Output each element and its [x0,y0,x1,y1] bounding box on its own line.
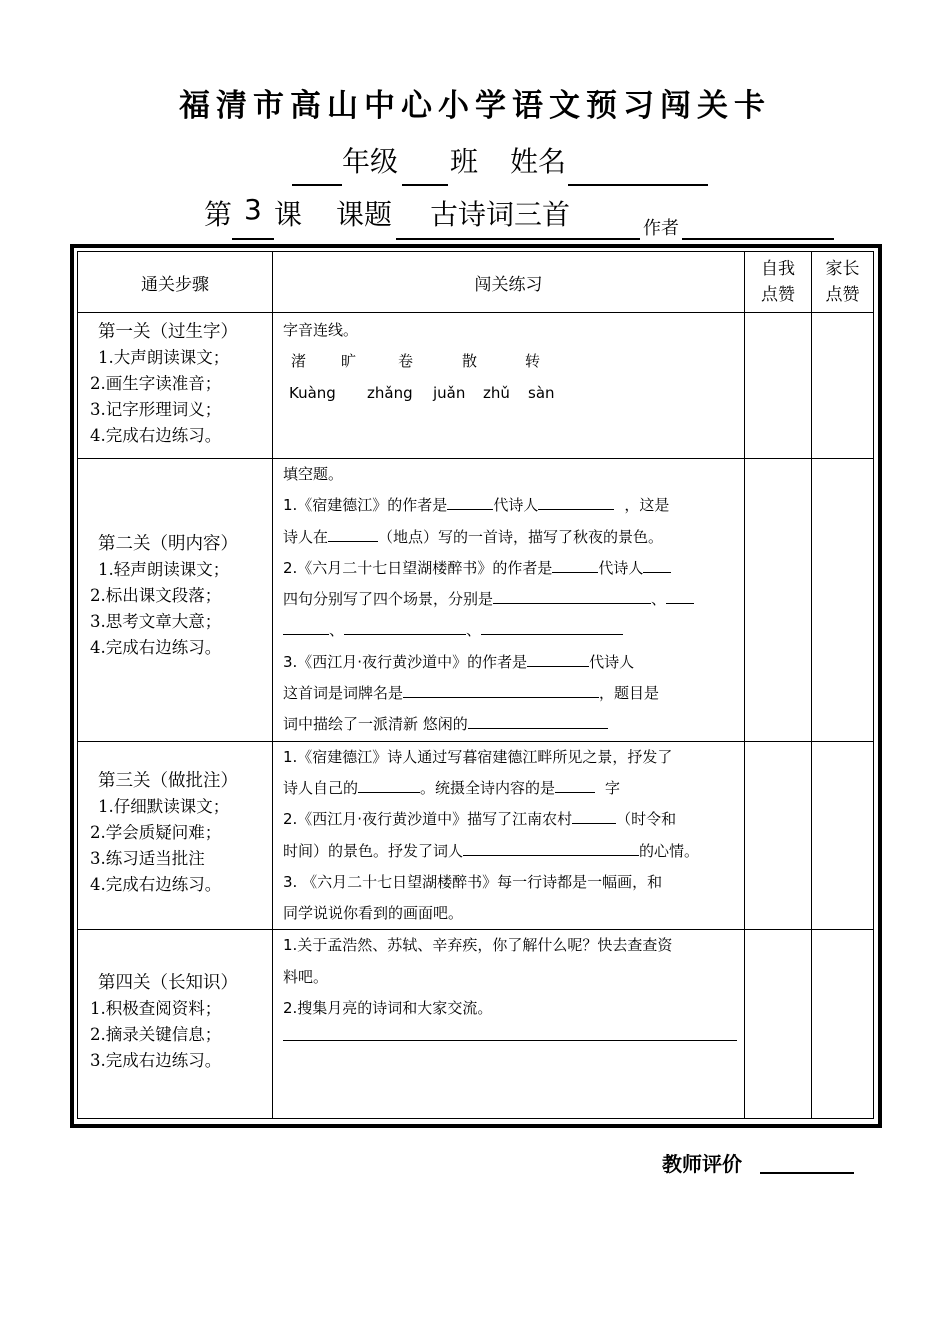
fill-blank[interactable] [555,774,595,793]
char-item[interactable]: 散 [462,352,478,371]
name-blank[interactable] [568,184,708,186]
header-exercise: 闯关练习 [273,252,745,313]
fill-blank[interactable] [328,523,378,542]
parent-like-cell[interactable] [812,459,874,742]
table-row [78,930,874,1119]
stage1-step: 2.画生字读准音； [90,374,222,393]
stage1-step: 4.完成右边练习。 [90,426,222,445]
header-steps: 通关步骤 [78,252,273,313]
stage1-steps [78,313,273,459]
parent-like-cell[interactable] [812,930,874,1119]
table-row [78,313,874,459]
fill-blank[interactable] [493,585,651,604]
stage3-step: 3.练习适当批注 [90,848,205,868]
exercise-line: 时间）的景色。抒发了词人 的心情。 [283,836,736,867]
exercise-line: 1.《宿建德江》的作者是 代诗人 ，这是 [283,490,736,521]
fill-blank[interactable] [403,679,599,698]
exercise-line: 3. 《六月二十七日望湖楼醉书》每一行诗都是一幅画，和 [283,872,663,891]
header-self-line2: 点赞 [761,285,795,305]
exercise-line: 料吧。 [283,967,329,986]
stage2-title: 第二关（明内容） [98,534,238,554]
stage1-step: 1.大声朗读课文； [98,348,230,367]
stage2-exercise [273,459,745,742]
teacher-eval-label: 教师评价 [662,1152,742,1176]
teacher-eval-blank[interactable] [760,1172,854,1174]
exercise-line: 3.《西江月·夜行黄沙道中》的作者是 代诗人 [283,647,736,678]
pinyin-item[interactable]: zhǔ [483,383,510,402]
stage4-steps [78,930,273,1119]
exercise-line: 这首词是词牌名是 ，题目是 [283,678,736,709]
school-blank[interactable] [292,184,342,186]
lesson-number: 3 [244,193,262,226]
parent-like-cell[interactable] [812,741,874,930]
stage4-exercise [273,930,745,1119]
char-item[interactable]: 转 [525,352,541,371]
pinyin-item[interactable]: juǎn [433,383,466,402]
stage2-step: 1.轻声朗读课文； [98,560,230,579]
fill-blank[interactable] [666,585,694,604]
stage3-step: 2.学会质疑问难； [90,822,222,842]
stage1-exercise [273,313,745,459]
table-row [78,741,874,930]
header-self-like [745,252,812,313]
stage1-step: 3.记字形理词义； [90,400,222,419]
fill-blank[interactable] [552,554,598,573]
lesson-prefix: 第 [204,198,233,231]
char-item[interactable]: 卷 [398,352,414,371]
stage3-exercise [273,741,745,930]
lesson-number-underline [232,238,274,240]
pinyin-item[interactable]: sàn [528,383,555,402]
author-blank[interactable] [682,238,834,240]
stage3-steps [78,741,273,930]
fill-blank[interactable] [572,805,616,824]
fill-blank[interactable] [283,616,329,635]
char-item[interactable]: 旷 [341,352,357,371]
table-header-row [78,252,874,313]
exercise-line: 2.《西江月·夜行黄沙道中》描写了江南农村 （时令和 [283,804,736,835]
stage2-step: 2.标出课文段落； [90,586,222,605]
stage4-title: 第四关（长知识） [98,973,238,994]
exercise-line: 同学说说你看到的画面吧。 [283,904,464,923]
self-like-cell[interactable] [745,930,812,1119]
exercise-line: 1.关于孟浩然、苏轼、辛弃疾，你了解什么呢？快去查查资 [283,936,673,955]
self-like-cell[interactable] [745,313,812,459]
header-parent-like [812,252,874,313]
header-parent-line2: 点赞 [825,285,860,305]
stage3-step: 4.完成右边练习。 [90,874,222,894]
stage2-step: 4.完成右边练习。 [90,638,222,657]
pinyin-row [283,378,736,409]
topic-value: 古诗词三首 [430,198,571,231]
exercise-line: 诗人在 （地点）写的一首诗，描写了秋夜的景色。 [283,522,736,553]
pinyin-item[interactable]: Kuàng [289,383,336,402]
stage3-step: 1.仔细默读课文； [98,796,230,816]
stage2-step: 3.思考文章大意； [90,612,222,631]
exercise-line: 词中描绘了一派清新 悠闲的 [283,709,736,740]
answer-line[interactable] [283,1024,737,1041]
topic-label: 课题 [336,198,393,231]
self-like-cell[interactable] [745,741,812,930]
lesson-unit: 课 [274,198,303,231]
stage4-step: 1.积极查阅资料； [90,999,222,1019]
fill-blank[interactable] [527,648,589,667]
self-like-cell[interactable] [745,459,812,742]
name-label: 姓名 [510,145,567,178]
fill-blank[interactable] [643,554,671,573]
topic-underline [396,238,640,240]
exercise-line: 2.《六月二十七日望湖楼醉书》的作者是 代诗人 [283,553,736,584]
parent-like-cell[interactable] [812,313,874,459]
header-self-line1: 自我 [761,259,795,279]
header-parent-line1: 家长 [825,259,860,279]
table-row [78,459,874,742]
exercise-line: 四句分别写了四个场景，分别是 、 [283,584,736,615]
exercise-line: 诗人自己的 。统摄全诗内容的是 字 [283,773,736,804]
exercise-line: 2.搜集月亮的诗词和大家交流。 [283,999,493,1018]
pinyin-item[interactable]: zhǎng [367,383,413,402]
char-item[interactable]: 渚 [291,352,307,371]
exercise-intro: 填空题。 [283,465,344,483]
fill-blank[interactable] [463,837,639,856]
fill-blank[interactable] [358,774,420,793]
challenge-table [77,251,874,1119]
author-label: 作者 [643,218,679,239]
fill-blank[interactable] [447,491,493,510]
stage4-step: 3.完成右边练习。 [90,1051,222,1071]
fill-blank[interactable] [538,491,614,510]
exercise-intro: 字音连线。 [283,321,359,339]
exercise-line: 1.《宿建德江》诗人通过写暮宿建德江畔所见之景，抒发了 [283,747,673,766]
exercise-line: 、 、 [283,615,736,646]
char-row [283,346,736,377]
page-title: 福清市高山中心小学语文预习闯关卡 [179,88,771,124]
fill-blank[interactable] [344,616,466,635]
stage2-steps [78,459,273,742]
class-label: 班 [450,145,479,178]
fill-blank[interactable] [481,616,623,635]
stage1-title: 第一关（过生字） [98,322,238,342]
stage3-title: 第三关（做批注） [98,770,238,791]
grade-label: 年级 [342,145,399,178]
fill-blank[interactable] [468,710,608,729]
grade-blank[interactable] [402,184,448,186]
stage4-step: 2.摘录关键信息； [90,1025,222,1045]
